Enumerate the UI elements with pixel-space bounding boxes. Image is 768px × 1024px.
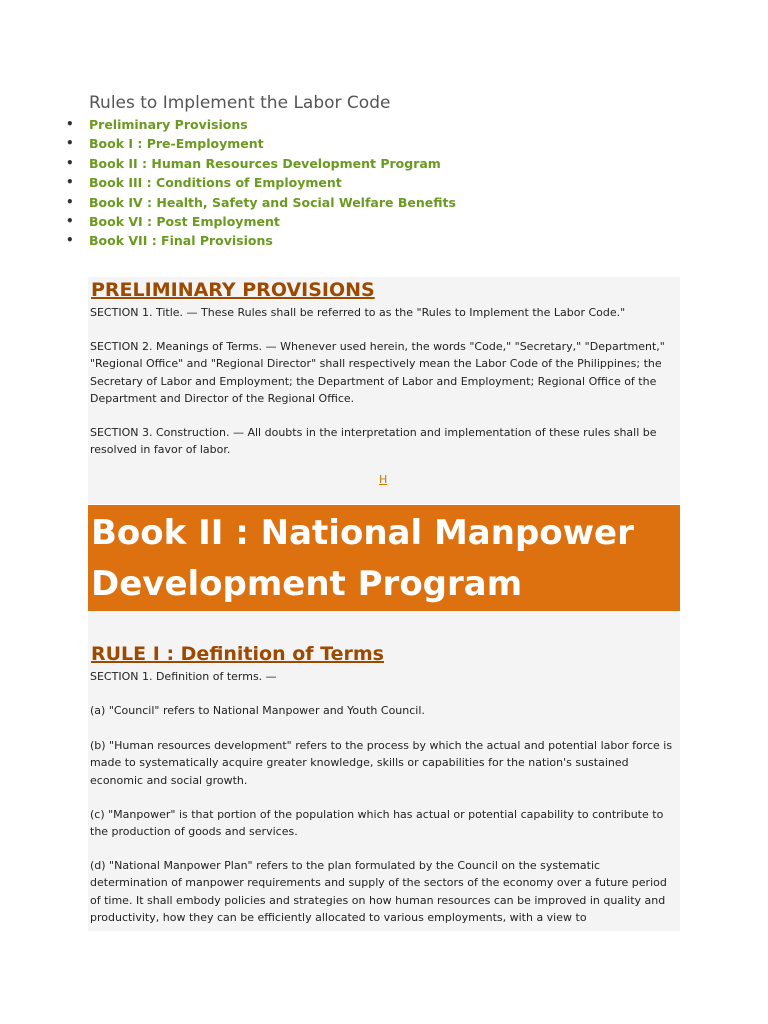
book-ii-title: [91, 508, 634, 610]
document-title: Rules to Implement the Labor Code: [89, 93, 391, 113]
toc-link[interactable]: Book IV : Health, Safety and Social Welfare Benefits: [89, 194, 456, 210]
rule-i-heading: RULE I : Definition of Terms: [91, 643, 384, 665]
anchor-link[interactable]: H: [379, 473, 388, 486]
toc-link[interactable]: Book VII : Final Provisions: [89, 233, 273, 249]
book-ii-title-line-2: Development Program: [91, 564, 523, 604]
toc-link[interactable]: Book III : Conditions of Employment: [89, 175, 342, 191]
rule-i-section: [88, 611, 680, 931]
toc-item-book-i[interactable]: [66, 134, 456, 153]
toc-item-book-vii[interactable]: [66, 231, 456, 250]
definition-c-paragraph: (c) "Manpower" is that portion of the population which has actual or potential capability to contribute to the production of goods and services.: [90, 808, 664, 839]
book-ii-banner: [88, 505, 680, 611]
toc-item-book-iv[interactable]: [66, 193, 456, 212]
toc-link[interactable]: Preliminary Provisions: [89, 117, 248, 132]
toc-item-book-iii[interactable]: [66, 173, 456, 192]
bullet-icon: •: [66, 155, 74, 170]
toc-link[interactable]: Book I : Pre-Employment: [89, 136, 264, 152]
preliminary-provisions-heading: PRELIMINARY PROVISIONS: [91, 279, 375, 301]
toc-link[interactable]: Book VI : Post Employment: [89, 213, 280, 229]
bullet-icon: •: [66, 213, 74, 228]
section-2-meanings-paragraph: SECTION 2. Meanings of Terms. — Whenever used herein, the words "Code," "Secretary," "Department," "Regional Office" and "Regional Director" shall respectively mean the Labor Code of the Philippines; the Secretary of Labor and Employment; the Department of Labor and Employment; Regional Office of the Department and Director of the Regional Office.: [90, 340, 665, 406]
preliminary-provisions-section: [88, 277, 680, 504]
toc-item-book-vi[interactable]: [66, 212, 456, 231]
toc-item-book-ii[interactable]: [66, 154, 456, 173]
table-of-contents: [66, 115, 456, 251]
bullet-icon: •: [66, 194, 74, 209]
toc-item-preliminary-provisions[interactable]: [66, 115, 456, 134]
definition-b-paragraph: (b) "Human resources development" refers to the process by which the actual and potential labor force is made to systematically acquire greater knowledge, skills or capabilities for the nation's sustained economic and social growth.: [90, 739, 673, 787]
bullet-icon: •: [66, 136, 74, 151]
definition-of-terms-paragraph: SECTION 1. Definition of terms. —: [90, 670, 277, 683]
definition-d-paragraph: (d) "National Manpower Plan" refers to the plan formulated by the Council on the systematic determination of manpower requirements and supply of the sectors of the economy over a future period of time. It shall embody policies and strategies on how human resources can be improved in quality and productivity, how they can be efficiently allocated to various employments, with a view to: [90, 859, 667, 925]
bullet-icon: •: [66, 233, 74, 248]
section-1-title-paragraph: SECTION 1. Title. — These Rules shall be referred to as the "Rules to Implement the Labor Code.": [90, 306, 626, 319]
book-ii-title-line-1: Book II : National Manpower: [91, 513, 634, 553]
definition-a-paragraph: (a) "Council" refers to National Manpower and Youth Council.: [90, 704, 425, 717]
bullet-icon: •: [66, 117, 74, 131]
toc-link[interactable]: Book II : Human Resources Development Program: [89, 155, 441, 171]
section-3-construction-paragraph: SECTION 3. Construction. — All doubts in the interpretation and implementation of these rules shall be resolved in favor of labor.: [90, 426, 657, 457]
bullet-icon: •: [66, 175, 74, 190]
